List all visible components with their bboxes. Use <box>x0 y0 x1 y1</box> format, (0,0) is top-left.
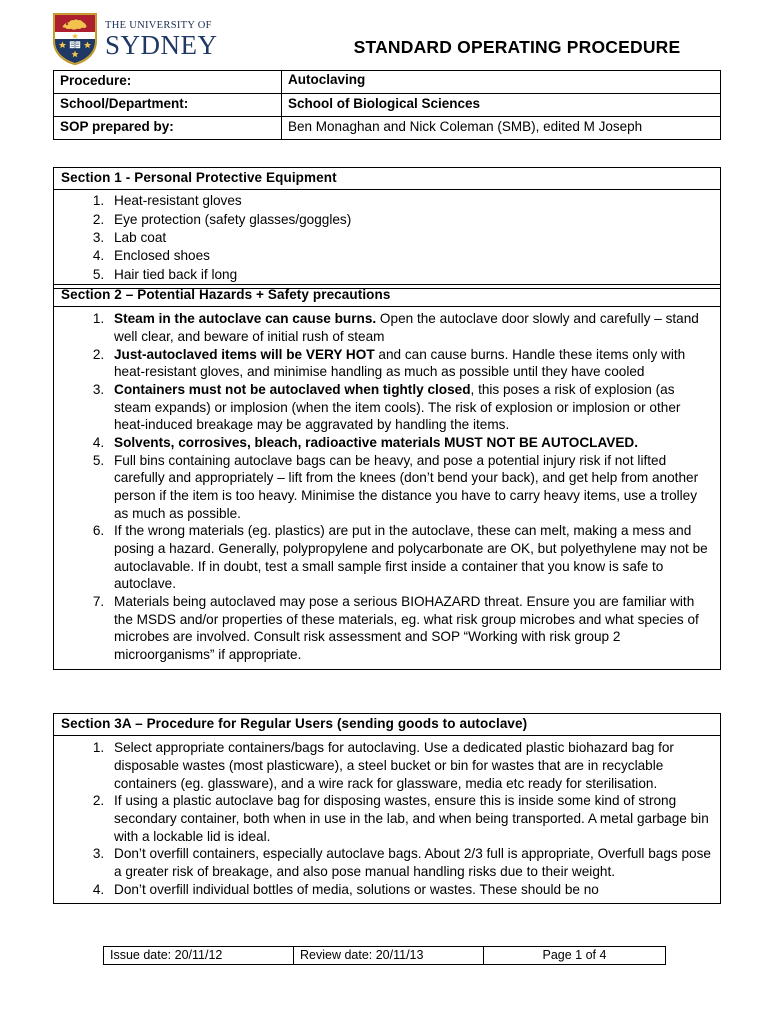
sop-prepared-by-value: Ben Monaghan and Nick Coleman (SMB), edited M Joseph <box>282 116 721 139</box>
emphasis-text: Just-autoclaved items will be VERY HOT <box>114 346 375 362</box>
document-title: STANDARD OPERATING PROCEDURE <box>353 36 681 57</box>
page-footer <box>103 946 666 965</box>
review-date: Review date: 20/11/13 <box>294 947 484 965</box>
emphasis-text: Solvents, corrosives, bleach, radioactive materials MUST NOT BE AUTOCLAVED. <box>114 434 639 450</box>
issue-date: Issue date: 20/11/12 <box>104 947 294 965</box>
section-3a-list <box>62 739 712 898</box>
list-item <box>108 434 712 452</box>
section-1 <box>53 167 721 289</box>
emphasis-text: Containers must not be autoclaved when tightly closed <box>114 381 471 397</box>
list-item <box>108 381 712 434</box>
body-text: Hair tied back if long <box>114 266 238 282</box>
body-text: Full bins containing autoclave bags can be heavy, and pose a potential injury risk if not lifted carefully and appropriately – lift from the knees (don’t bend your back), and get help from another person if the item is too heavy. Minimise the distance you have to carry heavy items, use a trolley as much as possible. <box>114 452 699 521</box>
list-item <box>108 247 712 265</box>
university-wordmark-top: THE UNIVERSITY OF <box>105 20 212 32</box>
body-text: Select appropriate containers/bags for autoclaving. Use a dedicated plastic biohazard bag for disposable wastes (most plasticware), a steel bucket or bin for wastes that are in recyclable containers (eg. glassware), and a wire rack for glassware, media etc ready for sterilisation. <box>114 740 674 791</box>
list-item <box>108 845 712 880</box>
table-row <box>54 71 721 94</box>
section-2-list <box>62 310 712 663</box>
body-text: , this poses a risk of explosion (as steam expands) or implosion (when the item cools). The risk of explosion or implosion or other heat-induced breakage may be aggravated by handling the items. <box>114 381 681 433</box>
university-wordmark-bottom: SYDNEY <box>105 29 218 60</box>
section-3a-body <box>54 736 720 903</box>
school-department-value: School of Biological Sciences <box>282 93 721 116</box>
university-wordmark <box>105 19 218 58</box>
list-item <box>108 522 712 593</box>
page-number: Page 1 of 4 <box>484 947 666 965</box>
school-department-label: School/Department: <box>54 93 282 116</box>
body-text: If the wrong materials (eg. plastics) are put in the autoclave, these can melt, making a mess and posing a hazard. Generally, polypropylene and polycarbonate are OK, but polyethylene may not be autoclavable. If in doubt, test a small sample first inside a container that you know is safe to autoclave. <box>114 523 708 592</box>
emphasis-text: Steam in the autoclave can cause burns. <box>114 311 377 327</box>
section-1-title: Section 1 - Personal Protective Equipment <box>54 168 720 190</box>
body-text: Open the autoclave door slowly and carefully – stand well clear, and beware of initial rush of steam <box>114 311 699 344</box>
list-item <box>108 310 712 345</box>
sop-prepared-by-label: SOP prepared by: <box>54 116 282 139</box>
list-item <box>108 792 712 845</box>
list-item <box>108 881 712 899</box>
section-2 <box>53 284 721 670</box>
procedure-value: Autoclaving <box>282 71 721 94</box>
table-row <box>54 116 721 139</box>
masthead <box>53 10 721 68</box>
list-item <box>108 192 712 210</box>
section-1-list <box>62 192 712 284</box>
body-text: If using a plastic autoclave bag for disposing wastes, ensure this is inside some kind of strong secondary container, both when in use in the lab, and when being transported. A metal garbage bin with a lockable lid is ideal. <box>114 793 709 844</box>
body-text: and can cause burns. Handle these items only with heat-resistant gloves, and minimise handling as much as possible until they have cooled <box>114 346 686 380</box>
body-text: Heat-resistant gloves <box>114 193 242 209</box>
university-logo <box>53 13 303 65</box>
list-item <box>108 593 712 664</box>
body-text: Materials being autoclaved may pose a serious BIOHAZARD threat. Ensure you are familiar with the MSDS and/or properties of these materials, eg. what risk group microbes and what species of microbes are involved. Consult risk assessment and SOP “Working with risk group 2 microorganisms” if appropriate. <box>114 593 699 662</box>
section-2-title: Section 2 – Potential Hazards + Safety precautions <box>54 285 720 307</box>
section-2-body <box>54 307 720 668</box>
body-text: Don’t overfill containers, especially autoclave bags. About 2/3 full is appropriate, Overfull bags pose a greater risk of breakage, and also pose manual handling risks due to their weight. <box>114 846 711 879</box>
list-item <box>108 346 712 381</box>
section-3a <box>53 713 721 904</box>
list-item <box>108 229 712 247</box>
list-item <box>108 739 712 792</box>
procedure-header-table <box>53 70 721 140</box>
table-row <box>104 947 666 965</box>
list-item <box>108 452 712 523</box>
table-row <box>54 93 721 116</box>
section-3a-title: Section 3A – Procedure for Regular Users (sending goods to autoclave) <box>54 714 720 736</box>
list-item <box>108 211 712 229</box>
list-item <box>108 266 712 284</box>
body-text: Lab coat <box>114 229 167 245</box>
university-crest-icon <box>53 13 97 65</box>
procedure-label: Procedure: <box>54 71 282 94</box>
section-1-body <box>54 190 720 288</box>
body-text: Enclosed shoes <box>114 248 210 264</box>
body-text: Eye protection (safety glasses/goggles) <box>114 211 352 227</box>
body-text: Don’t overfill individual bottles of media, solutions or wastes. These should be no <box>114 881 599 897</box>
